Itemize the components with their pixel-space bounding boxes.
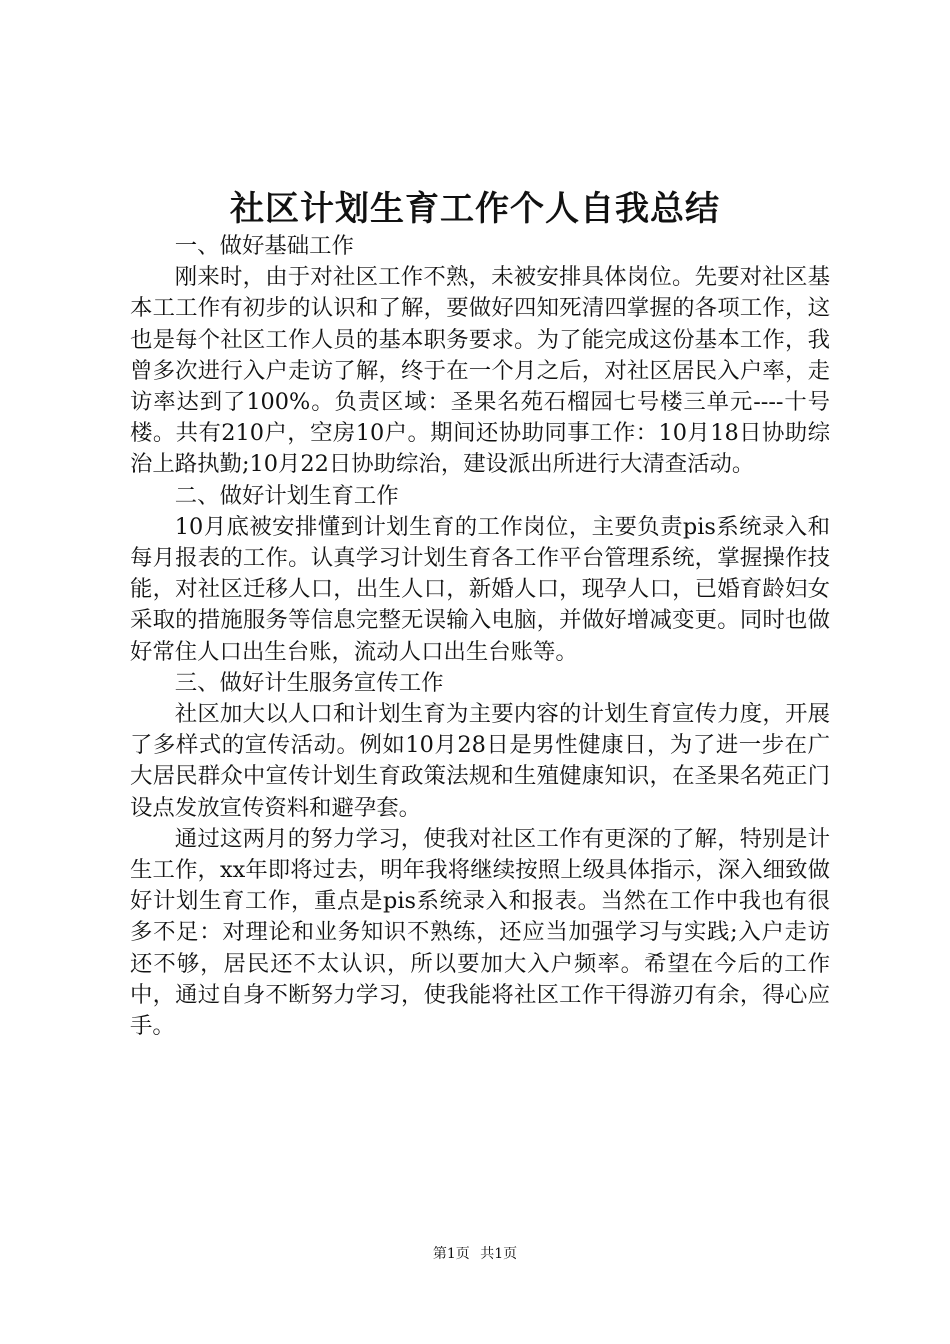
document-title: 社区计划生育工作个人自我总结 <box>230 189 720 229</box>
document-body <box>130 231 830 1042</box>
section-heading-1: 一、做好基础工作 <box>174 233 354 259</box>
section-heading-2: 二、做好计划生育工作 <box>174 482 399 509</box>
paragraph-2: 10月底被安排懂到计划生育的工作岗位，主要负责pis系统录入和每月报表的工作。认真学习计划生育各工作平台管理系统，掌握操作技能，对社区迁移人口，出生人口，新婚人口，现孕人口，已婚育龄妇女采取的措施服务等信息完整无误输入电脑，并做好增减变更。同时也做好常住人口出生台账，流动人口出生台账等。 <box>130 513 830 665</box>
page-footer: 第1页 共1页 <box>432 1246 518 1262</box>
paragraph-3: 社区加大以人口和计划生育为主要内容的计划生育宣传力度，开展了多样式的宣传活动。例如10月28日是男性健康日，为了进一步在广大居民群众中宣传计划生育政策法规和生殖健康知识，在圣果名苑正门设点发放宣传资料和避孕套。 <box>130 701 830 821</box>
section-heading-3: 三、做好计生服务宣传工作 <box>174 669 444 696</box>
paragraph-4: 通过这两月的努力学习，使我对社区工作有更深的了解，特别是计生工作，xx年即将过去，明年我将继续按照上级具体指示，深入细致做好计划生育工作，重点是pis系统录入和报表。当然在工作中我也有很多不足：对理论和业务知识不熟练，还应当加强学习与实践;入户走访还不够，居民还不太认识，所以要加大入户频率。希望在今后的工作中，通过自身不断努力学习，使我能将社区工作干得游刃有余，得心应手。 <box>130 825 830 1040</box>
paragraph-1: 刚来时，由于对社区工作不熟，未被安排具体岗位。先要对社区基本工工作有初步的认识和了解，要做好四知死清四掌握的各项工作，这也是每个社区工作人员的基本职务要求。为了能完成这份基本工作，我曾多次进行入户走访了解，终于在一个月之后，对社区居民入户率，走访率达到了100%。负责区域：圣果名苑石榴园七号楼三单元----十号楼。共有210户，空房10户。期间还协助同事工作：10月18日协助综治上路执勤;10月22日协助综治，建设派出所进行大清查活动。 <box>130 264 830 478</box>
